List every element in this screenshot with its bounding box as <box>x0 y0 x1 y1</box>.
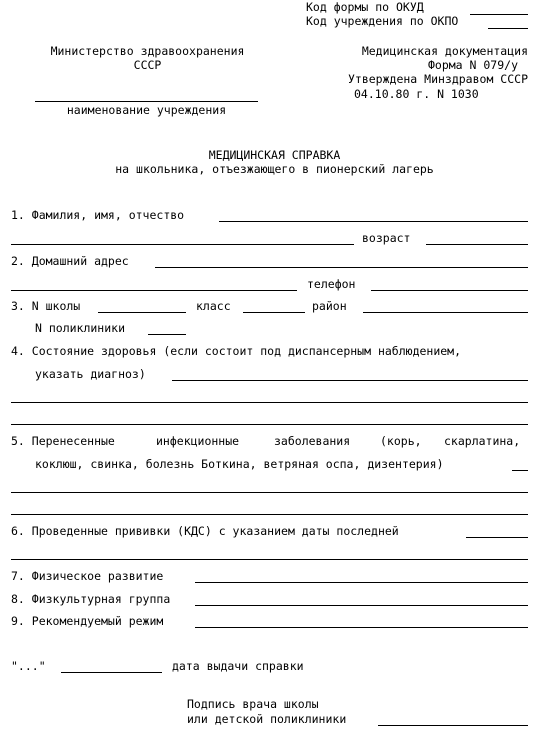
clinic-number-field[interactable] <box>148 334 186 335</box>
infections-label-w3: заболевания <box>274 434 351 448</box>
signature-label-line1: Подпись врача школы <box>187 697 319 711</box>
clinic-number-label: N поликлиники <box>35 321 126 335</box>
school-number-field[interactable] <box>98 312 186 313</box>
approval-date: 04.10.80 г. N 1030 <box>354 87 479 101</box>
pe-group-field[interactable] <box>195 605 528 606</box>
issue-date-field[interactable] <box>61 672 162 673</box>
school-number-label: 3. N школы <box>11 299 81 313</box>
okpo-code-label: Код учреждения по ОКПО <box>306 14 459 28</box>
phone-label: телефон <box>307 277 356 291</box>
home-address-label: 2. Домашний адрес <box>11 254 129 268</box>
home-address-field-continued[interactable] <box>11 290 297 291</box>
document-title: МЕДИЦИНСКАЯ СПРАВКА <box>208 148 341 162</box>
infections-field-line-2[interactable] <box>11 514 528 515</box>
health-status-label: 4. Состояние здоровья (если состоит под диспансерным наблюдением, <box>11 344 462 358</box>
infections-field[interactable] <box>512 470 528 471</box>
doctor-signature-field[interactable] <box>378 725 528 726</box>
document-subtitle: на школьника, отъезжающего в пионерский лагерь <box>115 162 434 176</box>
health-status-field-line-1[interactable] <box>11 402 528 403</box>
institution-name-field[interactable] <box>35 101 258 102</box>
approval-line: Утверждена Минздравом СССР <box>347 72 528 86</box>
infections-label-w1: 5. Перенесенные <box>11 434 115 448</box>
recommended-regime-label: 9. Рекомендуемый режим <box>11 614 164 628</box>
health-status-field-line-2[interactable] <box>11 424 528 425</box>
district-label: район <box>312 299 347 313</box>
infections-list: коклюш, свинка, болезнь Боткина, ветряная оспа, дизентерия) <box>35 457 444 471</box>
signature-label-line2: или детской поликлиники <box>187 712 347 726</box>
age-label: возраст <box>362 231 411 245</box>
issue-date-label: дата выдачи справки <box>172 659 304 673</box>
medical-doc-label: Медицинская документация <box>361 44 528 58</box>
district-field[interactable] <box>363 312 528 313</box>
infections-label-w2: инфекционные <box>156 434 240 448</box>
vaccinations-label: 6. Проведенные прививки (КДС) с указанием даты последней <box>11 524 399 538</box>
diagnosis-field[interactable] <box>172 380 528 381</box>
okud-code-field[interactable] <box>470 14 528 15</box>
form-number: Форма N 079/у <box>427 58 518 72</box>
class-field[interactable] <box>243 312 305 313</box>
infections-label-w5: скарлатина, <box>444 434 521 448</box>
phone-field[interactable] <box>371 290 528 291</box>
physical-development-label: 7. Физическое развитие <box>11 569 164 583</box>
physical-development-field[interactable] <box>195 582 528 583</box>
okud-code-label: Код формы по ОКУД <box>306 0 424 14</box>
issue-day-quote: "..." <box>11 659 46 673</box>
age-field[interactable] <box>426 244 528 245</box>
pe-group-label: 8. Физкультурная группа <box>11 592 171 606</box>
class-label: класс <box>196 299 231 313</box>
recommended-regime-field[interactable] <box>195 627 528 628</box>
ministry-line: Министерство здравоохранения <box>50 44 245 58</box>
full-name-label: 1. Фамилия, имя, отчество <box>11 208 185 222</box>
okpo-code-field[interactable] <box>488 28 528 29</box>
vaccinations-field-line-1[interactable] <box>11 559 528 560</box>
infections-label-w4: (корь, <box>380 434 422 448</box>
home-address-field[interactable] <box>155 267 528 268</box>
infections-field-line-1[interactable] <box>11 492 528 493</box>
diagnosis-label: указать диагноз) <box>35 367 146 381</box>
full-name-field[interactable] <box>219 221 528 222</box>
vaccinations-field[interactable] <box>466 537 528 538</box>
ministry-country: СССР <box>133 58 162 72</box>
full-name-field-continued[interactable] <box>11 244 354 245</box>
institution-name-caption: наименование учреждения <box>66 103 227 117</box>
